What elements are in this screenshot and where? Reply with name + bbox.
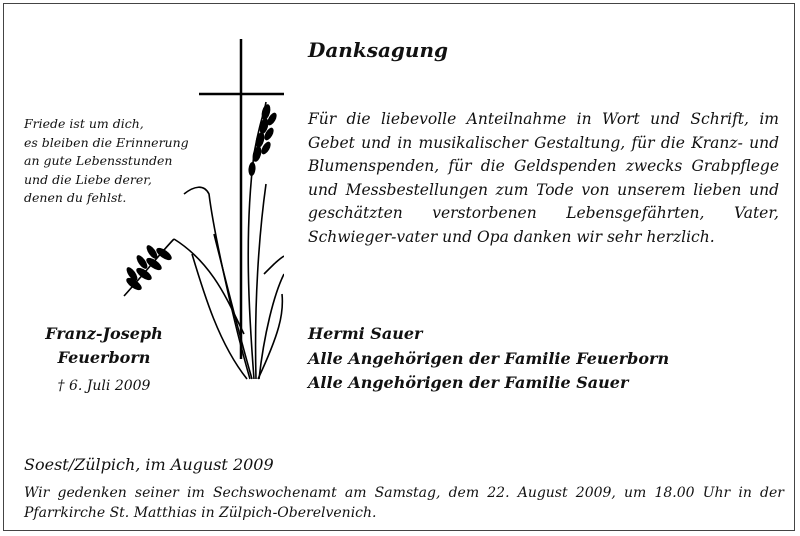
signer: Alle Angehörigen der Familie Sauer: [308, 373, 629, 392]
poem-line: an gute Lebensstunden: [24, 153, 173, 168]
deceased-info: [20, 322, 188, 397]
signer: Hermi Sauer: [308, 324, 423, 343]
deceased-first-name: Franz-Joseph: [45, 324, 163, 343]
memorial-note: Wir gedenken seiner im Sechswochenamt am Samstag, dem 22. August 2009, um 18.00 Uhr in der Pfarrkirche St. Matthias in Zülpich-Oberelvenich.: [24, 485, 784, 521]
poem-line: es bleiben die Erinnerung: [24, 134, 189, 150]
signers-list: [308, 322, 669, 396]
obituary-card: [3, 3, 795, 531]
page-title: Danksagung: [308, 38, 448, 62]
place-date: Soest/Zülpich, im August 2009: [24, 455, 274, 474]
death-date: † 6. Juli 2009: [57, 378, 151, 394]
poem-line: denen du fehlst.: [24, 190, 127, 205]
deceased-last-name: Feuerborn: [57, 348, 151, 367]
poem-line: Friede ist um dich,: [24, 116, 144, 131]
poem-line: und die Liebe derer,: [24, 171, 152, 187]
signer: Alle Angehörigen der Familie Feuerborn: [308, 348, 670, 368]
thanks-text: Für die liebevolle Anteilnahme in Wort und Schrift, im Gebet und in musikalischer Gestaltung, für die Kranz- und Blumenspenden, für die Geldspenden zwecks Grabpflege und Messbestellungen zum Tode von unserem lieben und geschätzten verstorbenen Lebensgefährten, Vater, Schwieger-vater und Opa danken wir sehr herzlich.: [308, 110, 779, 246]
